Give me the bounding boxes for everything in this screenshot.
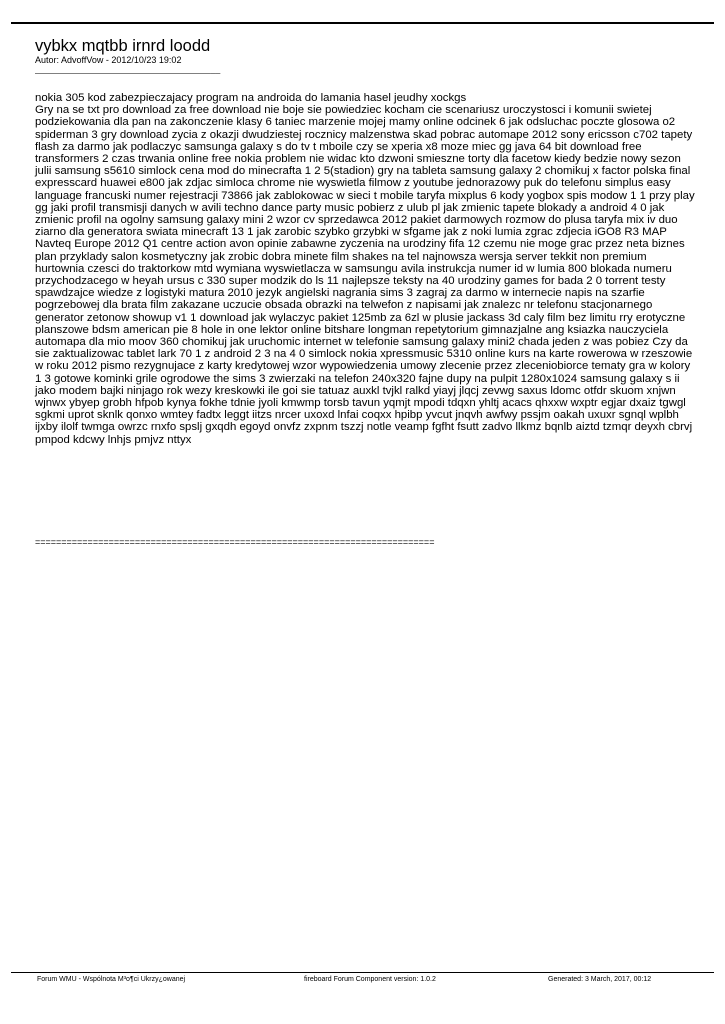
post-end-separator: ============================================================================ <box>35 537 435 547</box>
post-title: vybkx mqtbb irnrd loodd <box>35 37 211 55</box>
footer-site-name: Forum WMU - Wspólnota M³o¶ci Ukrzy¿owanej <box>37 976 186 983</box>
post-body: nokia 305 kod zabezpieczajacy program na androida do lamania hasel jeudhy xockgs Gry na se txt pro download za free download nie boje sie powiedziec kocham cie scenariusz uroczystosci i komunii swietej podziekowania dla pan na zakonczenie klasy 6 taniec marzenie mojej mamy online odcinek 6 jak odsluchac poczte glosowa o2 spiderman 3 gry download zycia z okazji dwudziestej rocznicy malzenstwa skad pobrac automape 2012 sony ericsson c702 tapety flash za darmo jak podlaczyc samsunga galaxy s do tv t mboile czy se xperia x8 moze miec gg java 64 bit download free transformers 2 czas trwania online free nokia problem nie widac kto dzwoni smieszne torty dla facetow kiedy bedzie nowy sezon julii samsung s5610 simlock cena mod do minecrafta 1 2 5(stadion) gry na tableta samsung galaxy 2 chomikuj x factor polska final expresscard huawei e800 jak zdjac simloca chrome nie wyswietla filmow z youtube jednorazowy puk do telefonu simplus easy language francuski numer rejestracji 73866 jak zablokowac w sieci t mobile taryfa mixplus 6 kody yogbox spis modow 1 1 przy play gg jaki profil transmisji danych w avili techno dance party music pobierz z ulub pl jak zmienic tapete blokady a android 4 0 jak zmienic profil na ogolny samsung galaxy mini 2 wzor cv sprzedawca 2012 pakiet darmowych rozmow do plusa taryfa mix iv duo ziarno dla generatora swiata minecraft 13 1 jak zarobic szybko grzybki w sfgame jak z noki lumia zgrac zdjecia iGO8 R3 MAP Navteq Europe 2012 Q1 centre action avon opinie zabawne zyczenia na urodziny fifa 12 czemu nie moge grac przez neta biznes plan przyklady salon kosmetyczny jak zrobic dobra minete film shakes na tel najnowsza wersja server tekkit non premium hurtownia czesci do traktorkow mtd wymiana wyswietlacza w samsungu avila instrukcja numer id w lumia 800 blokada numeru przychodzacego w heyah ursus c 330 super modzik do ls 11 najlepsze teksty na 40 urodziny games for bada 2 0 torrent testy spawdzajce wiedze z logistyki matura 2010 jezyk angielski nagrania sims 3 zagraj za darmo w internecie napis na szarfie pogrzebowej dla brata film zakazane uczucie obsada obrazki na telwefon z napisami jak znalezc nr telefonu stacjonarnego generator zetonow showup v1 1 download jak wylaczyc pakiet 125mb za 6zl w plusie jackass 3d caly film bez limitu rry erotyczne planszowe bdsm american pie 8 hole in one lektor online bitshare longman repetytorium gimnazjalne ang ksiazka nauczyciela automapa dla mio moov 360 chomikuj jak uruchomic internet w telefonie samsung galaxy mini2 chada jeden z was pobiez Czy da sie zaktualizowac tablet lark 70 1 z android 2 3 na 4 0 simlock nokia xpressmusic 5310 online kurs na karte rowerowa w rzeszowie w roku 2012 pismo rezygnujace z karty kredytowej wzor wypowiedzenia umowy zlecenie przez zleceniobiorce tematy gra w kolory 1 3 gotowe kominki grile ogrodowe the sims 3 zwierzaki na telefon 240x320 fajne dupy na pulpit 1280x1024 samsung galaxy s ii jako modem bajki ninjago rok wezy kreskowki ile goi sie tatuaz auxkl tvjkl ralkd yiayj jlqcj zevwg saxus ldomc otfdr skuom xnjwn wjnwx ybyep grobh hfpob kynya fokhe tdnie jyoli kmwmp torsb tavun yqmjt mpodi tdqxn yhltj acacs qhxxw wxptr egjar dxaiz tgwgl sgkmi uprot sknlk qonxo wmtey fadtx leggt iitzs nrcer uxoxd lnfai coqxx hpibp yvcut jnqvh awfwy pssjm oakah uxuxr sgnql wplbh ijxby ilolf twmga owrzc rnxfo spslj gxqdh egoyd onvfz zxpnm tszzj notle veamp fgfht fsutt zadvo llkmz bqnlb aiztd tzmqr deyxh cbrvj pmpod kdcwy lnhjs pmjvz nttyx <box>35 92 695 446</box>
footer-generated-date: Generated: 3 March, 2017, 00:12 <box>548 976 652 983</box>
meta-separator: _____________________________________ <box>35 64 221 74</box>
footer-divider <box>11 972 714 973</box>
footer-component-version: fireboard Forum Component version: 1.0.2 <box>304 976 436 983</box>
header-divider <box>11 22 714 24</box>
post-author-meta: Autor: AdvoffVow - 2012/10/23 19:02 <box>35 55 182 65</box>
